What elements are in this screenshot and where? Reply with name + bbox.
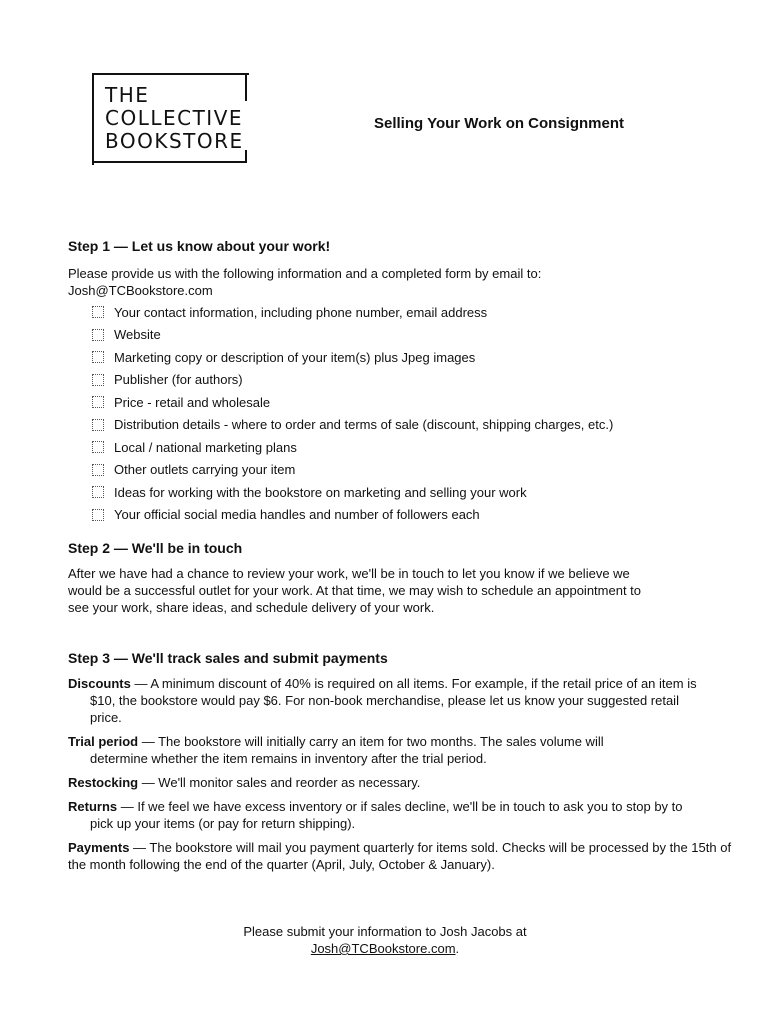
- step-1-intro-line-2: Josh@TCBookstore.com: [68, 283, 213, 298]
- term-discounts: [68, 675, 736, 726]
- logo-wordmark: [105, 84, 244, 153]
- checklist-item-label: Local / national marketing plans: [114, 439, 297, 455]
- term-payments: [68, 839, 736, 873]
- footer-line-1: Please submit your information to Josh Jacobs at: [243, 924, 527, 939]
- checkbox-icon: [92, 419, 104, 431]
- checkbox-icon: [92, 441, 104, 453]
- footer-trailing: .: [455, 941, 460, 956]
- checkbox-icon: [92, 509, 104, 521]
- term-text: — If we feel we have excess inventory or if sales decline, we'll be in touch to ask you to stop by to pick up your items (or pay for return shipping).: [90, 799, 683, 831]
- checklist-item: [92, 301, 736, 324]
- step-2-line-3: see your work, share ideas, and schedule delivery of your work.: [68, 600, 435, 615]
- checklist-item-label: Publisher (for authors): [114, 372, 243, 388]
- term-text: — We'll monitor sales and reorder as necessary.: [138, 775, 421, 790]
- checklist-item-label: Other outlets carrying your item: [114, 462, 296, 478]
- step-3-heading: Step 3 — We'll track sales and submit payments: [68, 650, 388, 666]
- term-label: Discounts: [68, 676, 131, 691]
- step-2-line-1: After we have had a chance to review your work, we'll be in touch to let you know if we believe we: [68, 566, 630, 581]
- logo-line-3: BOOKSTORE: [105, 129, 244, 153]
- step-1-intro-line-1: Please provide us with the following information and a completed form by email to:: [68, 266, 542, 281]
- term-text: — The bookstore will mail you payment quarterly for items sold. Checks will be processed by the 15th of the month following the end of the quarter (April, July, October & January).: [68, 840, 732, 872]
- logo-frame-right-top: [245, 73, 247, 101]
- checklist-item-label: Distribution details - where to order and terms of sale (discount, shipping charges, etc.): [114, 417, 614, 433]
- step-1-heading: Step 1 — Let us know about your work!: [68, 238, 331, 254]
- step-2-section: [68, 539, 736, 616]
- term-label: Payments: [68, 840, 130, 855]
- checkbox-icon: [92, 306, 104, 318]
- term-returns: [68, 798, 736, 832]
- checklist-item-label: Marketing copy or description of your item(s) plus Jpeg images: [114, 349, 476, 365]
- checklist-item: [92, 391, 736, 414]
- checkbox-icon: [92, 396, 104, 408]
- term-label: Restocking: [68, 775, 139, 790]
- step-2-line-2: would be a successful outlet for your work. At that time, we may wish to schedule an appointment to: [68, 583, 642, 598]
- checklist-item: [92, 481, 736, 504]
- logo-line-2: COLLECTIVE: [105, 106, 244, 130]
- step-2-heading: Step 2 — We'll be in touch: [68, 540, 243, 556]
- checklist-item-label: Your contact information, including phone number, email address: [114, 304, 488, 320]
- checkbox-icon: [92, 374, 104, 386]
- checkbox-icon: [92, 464, 104, 476]
- footer-email-link[interactable]: Josh@TCBookstore.com: [310, 941, 456, 956]
- checklist-item: [92, 369, 736, 392]
- checkbox-icon: [92, 329, 104, 341]
- terms-list: [68, 675, 736, 873]
- checklist-item: [92, 436, 736, 459]
- info-checklist: [68, 301, 736, 526]
- checkbox-icon: [92, 486, 104, 498]
- term-label: Trial period: [68, 734, 139, 749]
- footer: [0, 923, 770, 957]
- checklist-item: [92, 324, 736, 347]
- logo-frame-bottom: [92, 161, 247, 163]
- checklist-item: [92, 414, 736, 437]
- checklist-item: [92, 504, 736, 527]
- checkbox-icon: [92, 351, 104, 363]
- term-text: — A minimum discount of 40% is required on all items. For example, if the retail price of an item is $10, the bookstore would pay $6. For non-book merchandise, please let us know your suggested retail price.: [90, 676, 697, 725]
- step-1-section: [68, 237, 736, 526]
- term-label: Returns: [68, 799, 118, 814]
- term-trial-period: [68, 733, 736, 767]
- checklist-item: [92, 459, 736, 482]
- checklist-item-label: Price - retail and wholesale: [114, 394, 271, 410]
- footer-line-2: [0, 940, 770, 957]
- checklist-item-label: Website: [114, 327, 161, 343]
- checklist-item-label: Your official social media handles and number of followers each: [114, 507, 480, 523]
- checklist-item: [92, 346, 736, 369]
- term-restocking: [68, 774, 736, 791]
- checklist-item-label: Ideas for working with the bookstore on marketing and selling your work: [114, 484, 527, 500]
- logo-line-1: THE: [105, 83, 150, 107]
- document-title: Selling Your Work on Consignment: [374, 115, 625, 132]
- step-3-section: [68, 649, 736, 880]
- term-text: — The bookstore will initially carry an item for two months. The sales volume will determine whether the item remains in inventory after the trial period.: [90, 734, 604, 766]
